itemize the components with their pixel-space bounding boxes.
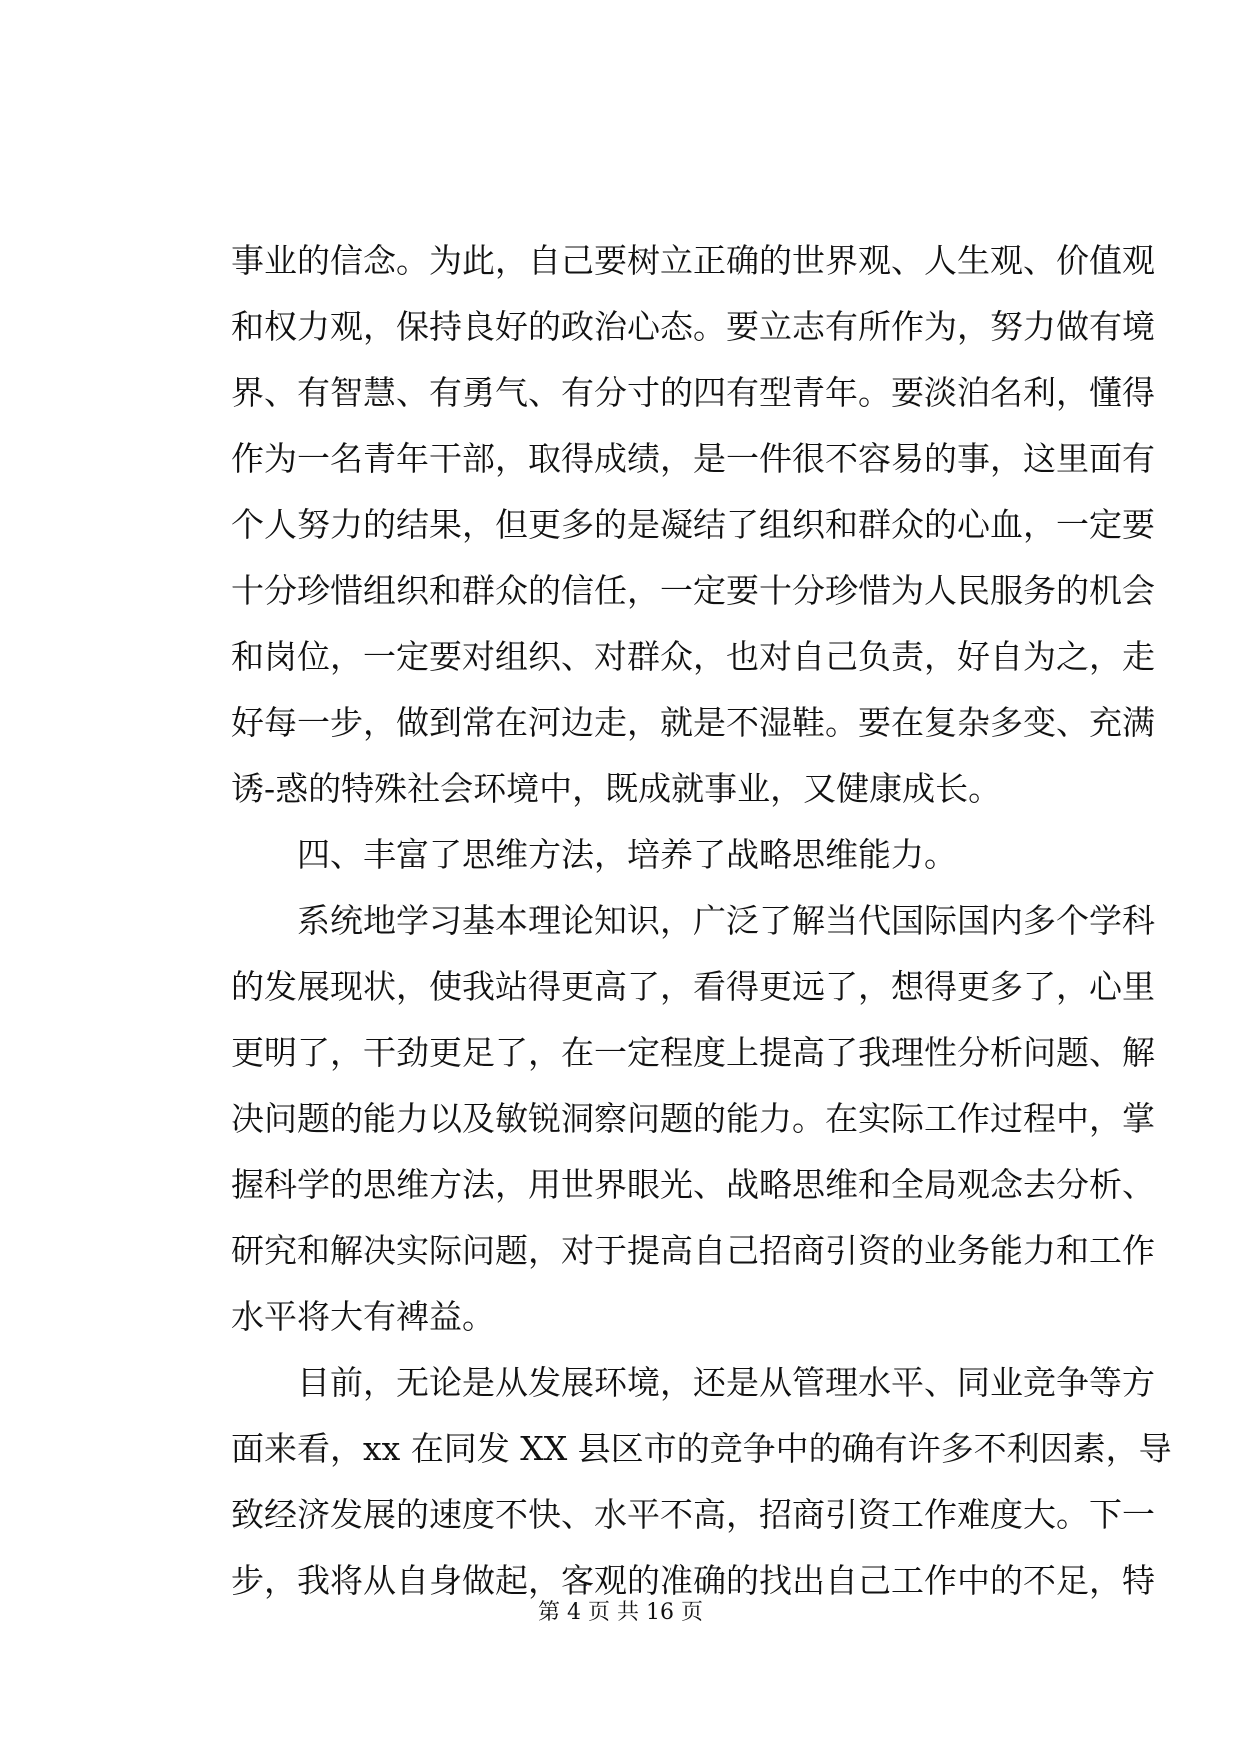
page-number-footer: 第 4 页 共 16 页 xyxy=(538,1600,703,1625)
text-line: 作为一名青年干部，取得成绩，是一件很不容易的事，这里面有 xyxy=(231,439,1155,478)
text-line: 好每一步，做到常在河边走，就是不湿鞋。要在复杂多变、充满 xyxy=(231,703,1155,742)
text-line: 致经济发展的速度不快、水平不高，招商引资工作难度大。下一 xyxy=(231,1495,1155,1534)
text-line: 和岗位，一定要对组织、对群众，也对自己负责，好自为之，走 xyxy=(231,637,1155,676)
text-line: 步，我将从自身做起，客观的准确的找出自己工作中的不足，特 xyxy=(231,1561,1155,1600)
text-line: 研究和解决实际问题，对于提高自己招商引资的业务能力和工作 xyxy=(231,1231,1155,1270)
section-heading: 四、丰富了思维方法，培养了战略思维能力。 xyxy=(297,835,957,874)
text-line: 十分珍惜组织和群众的信任，一定要十分珍惜为人民服务的机会 xyxy=(231,571,1155,610)
text-line: 诱-惑的特殊社会环境中，既成就事业，又健康成长。 xyxy=(231,769,1002,808)
text-line: 事业的信念。为此，自己要树立正确的世界观、人生观、价值观 xyxy=(231,241,1155,280)
text-line: 界、有智慧、有勇气、有分寸的四有型青年。要淡泊名利，懂得 xyxy=(231,373,1155,412)
text-line: 水平将大有裨益。 xyxy=(231,1297,495,1336)
text-line: 系统地学习基本理论知识，广泛了解当代国际国内多个学科 xyxy=(297,901,1155,940)
text-line: 更明了，干劲更足了，在一定程度上提高了我理性分析问题、解 xyxy=(231,1033,1155,1072)
text-line: 的发展现状，使我站得更高了，看得更远了，想得更多了，心里 xyxy=(231,967,1155,1006)
body-text xyxy=(231,228,1172,1614)
text-line: 目前，无论是从发展环境，还是从管理水平、同业竞争等方 xyxy=(297,1363,1155,1402)
text-line: 个人努力的结果，但更多的是凝结了组织和群众的心血，一定要 xyxy=(231,505,1155,544)
text-line: 握科学的思维方法，用世界眼光、战略思维和全局观念去分析、 xyxy=(231,1165,1155,1204)
text-line: 面来看，xx 在同发 XX 县区市的竞争中的确有许多不利因素，导 xyxy=(231,1429,1172,1468)
text-line: 和权力观，保持良好的政治心态。要立志有所作为，努力做有境 xyxy=(231,307,1155,346)
text-line: 决问题的能力以及敏锐洞察问题的能力。在实际工作过程中，掌 xyxy=(231,1099,1155,1138)
